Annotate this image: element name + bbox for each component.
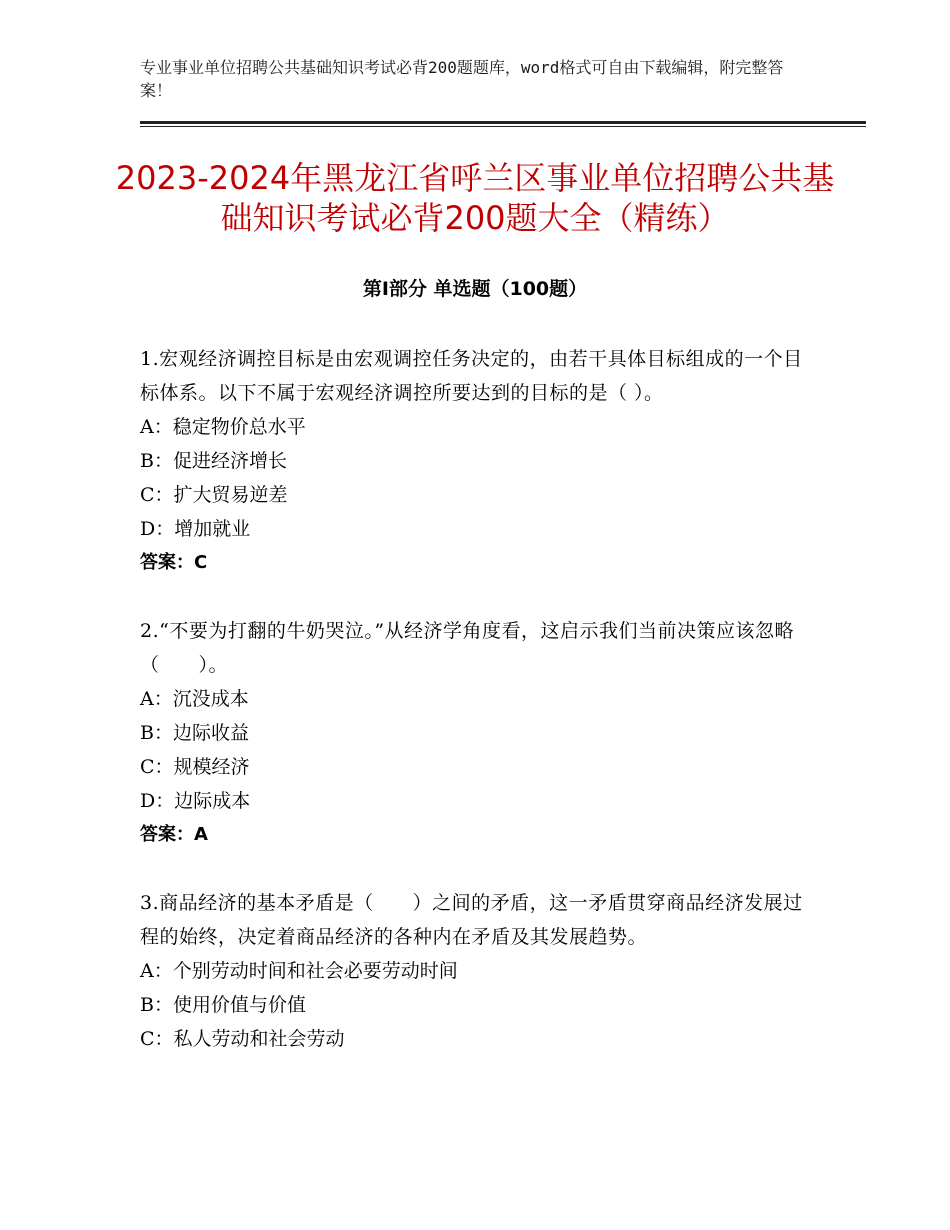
option-b: B：边际收益 bbox=[140, 722, 249, 744]
option-c: C：规模经济 bbox=[140, 756, 250, 778]
question-stem: 2.“不要为打翻的牛奶哭泣。”从经济学角度看，这启示我们当前决策应该忽略（ ）。 bbox=[140, 620, 795, 676]
option-d: D：增加就业 bbox=[140, 518, 251, 540]
section-heading: 第Ⅰ部分 单选题（100题） bbox=[362, 278, 588, 300]
question-stem: 1.宏观经济调控目标是由宏观调控任务决定的，由若干具体目标组成的一个目标体系。以下不属于宏观经济调控所要达到的目标的是（ ）。 bbox=[140, 348, 803, 404]
header-rule-thin bbox=[140, 126, 866, 127]
question-1 bbox=[140, 342, 810, 580]
question-stem: 3.商品经济的基本矛盾是（ ）之间的矛盾，这一矛盾贯穿商品经济发展过程的始终，决定着商品经济的各种内在矛盾及其发展趋势。 bbox=[140, 892, 803, 948]
option-b: B：使用价值与价值 bbox=[140, 994, 306, 1016]
option-a: A：稳定物价总水平 bbox=[140, 416, 306, 438]
document-title: 2023-2024年黑龙江省呼兰区事业单位招聘公共基础知识考试必背200题大全（精练） bbox=[115, 159, 835, 237]
question-list bbox=[140, 342, 810, 1090]
answer-line: 答案：A bbox=[140, 824, 208, 845]
header-note: 专业事业单位招聘公共基础知识考试必背200题题库，word格式可自由下载编辑，附完整答案！ bbox=[140, 58, 784, 100]
answer-line: 答案：C bbox=[140, 552, 208, 573]
option-a: A：沉没成本 bbox=[140, 688, 249, 710]
question-2 bbox=[140, 614, 810, 852]
header-rule-thick bbox=[140, 121, 866, 124]
option-c: C：扩大贸易逆差 bbox=[140, 484, 288, 506]
option-d: D：边际成本 bbox=[140, 790, 251, 812]
option-b: B：促进经济增长 bbox=[140, 450, 287, 472]
question-3 bbox=[140, 886, 810, 1056]
option-c: C：私人劳动和社会劳动 bbox=[140, 1028, 345, 1050]
option-a: A：个别劳动时间和社会必要劳动时间 bbox=[140, 960, 458, 982]
